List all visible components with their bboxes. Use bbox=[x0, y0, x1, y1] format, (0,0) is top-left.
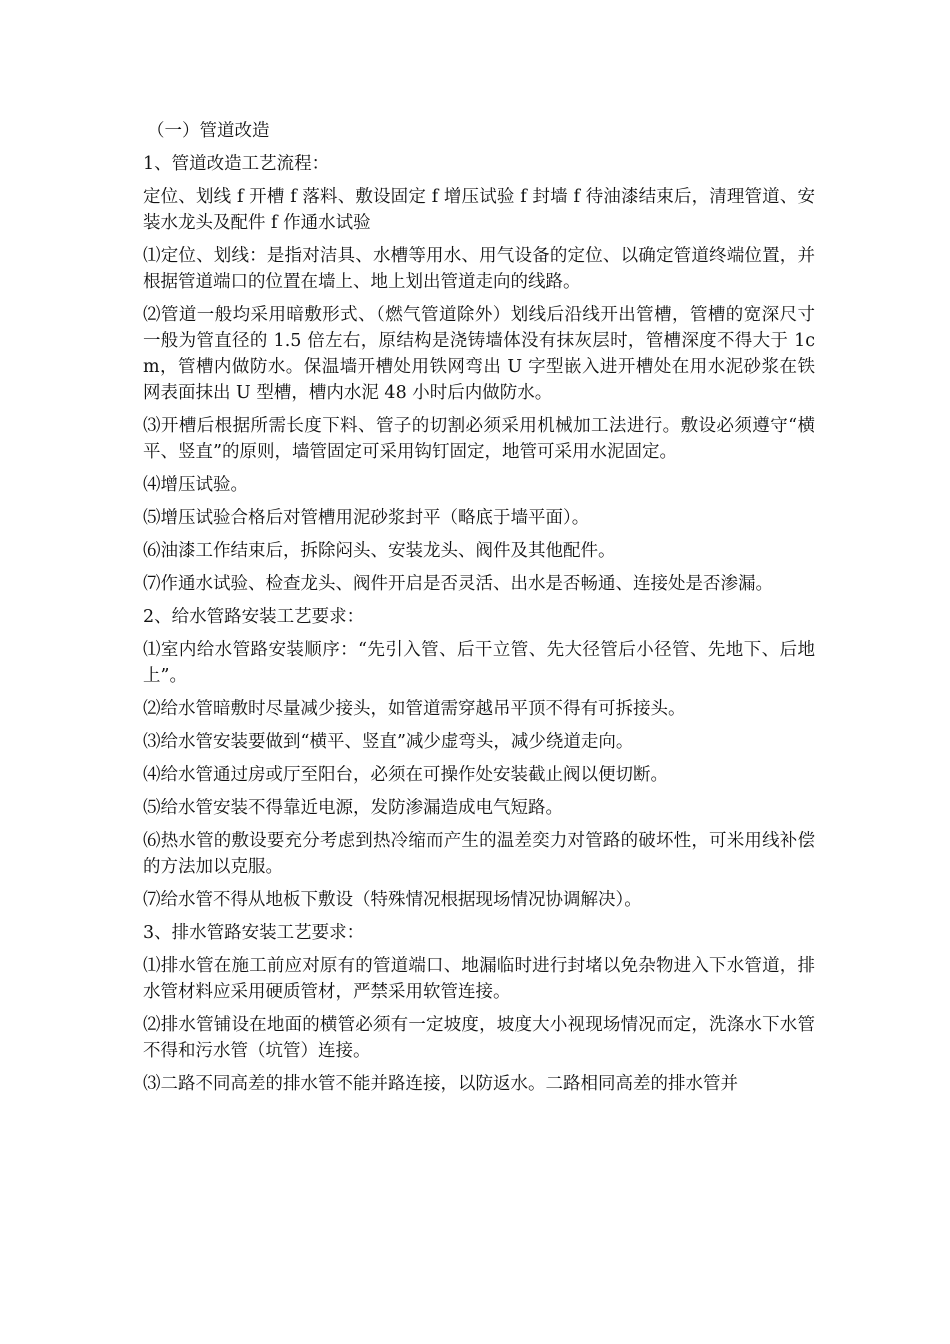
paragraph: ⑹油漆工作结束后，拆除闷头、安装龙头、阀件及其他配件。 bbox=[143, 541, 616, 561]
section-heading: （一）管道改造 bbox=[147, 121, 270, 141]
paragraph: ⑷增压试验。 bbox=[143, 475, 248, 495]
paragraph: 2、给水管路安装工艺要求： bbox=[143, 607, 365, 627]
paragraph: ⑸给水管安装不得靠近电源，发防渗漏造成电气短路。 bbox=[143, 798, 563, 818]
paragraph: ⑶给水管安装要做到“横平、竖直”减少虚弯头，减少绕道走向。 bbox=[143, 732, 634, 752]
paragraph: ⑶开槽后根据所需长度下料、管子的切割必须采用机械加工法进行。敷设必须遵守“横平、竖直”的原则，墙管固定可采用钩钉固定，地管可采用水泥固定。 bbox=[143, 416, 815, 462]
document-body bbox=[143, 118, 815, 1104]
paragraph: ⑵管道一般均采用暗敷形式、（燃气管道除外）划线后沿线开出管槽，管槽的宽深尺寸一般为管直径的 1.5 倍左右，原结构是浇铸墙体没有抹灰层时，管槽深度不得大于 1cm，管槽内做防水。保温墙开槽处用铁网弯出 U 字型嵌入进开槽处在用水泥砂浆在铁网表面抹出 U 型槽，槽内水泥 48 小时后内做防水。 bbox=[143, 305, 815, 403]
paragraph: ⑺作通水试验、检查龙头、阀件开启是否灵活、出水是否畅通、连接处是否渗漏。 bbox=[143, 574, 773, 594]
paragraph: ⑵排水管铺设在地面的横管必须有一定坡度，坡度大小视现场情况而定，洗涤水下水管不得和污水管（坑管）连接。 bbox=[143, 1015, 815, 1061]
paragraph: ⑶二路不同高差的排水管不能并路连接，以防返水。二路相同高差的排水管并 bbox=[143, 1074, 738, 1094]
paragraph: ⑴定位、划线：是指对洁具、水槽等用水、用气设备的定位、以确定管道终端位置，并根据管道端口的位置在墙上、地上划出管道走向的线路。 bbox=[143, 246, 815, 292]
paragraph: ⑴室内给水管路安装顺序：“先引入管、后干立管、先大径管后小径管、先地下、后地上”。 bbox=[143, 640, 815, 686]
paragraph: 定位、划线 f 开槽 f 落料、敷设固定 f 增压试验 f 封墙 f 待油漆结束后，清理管道、安装水龙头及配件 f 作通水试验 bbox=[143, 187, 815, 233]
paragraph: 3、排水管路安装工艺要求： bbox=[143, 923, 365, 943]
paragraph: 1、管道改造工艺流程： bbox=[143, 154, 330, 174]
paragraph: ⑸增压试验合格后对管槽用泥砂浆封平（略底于墙平面）。 bbox=[143, 508, 590, 528]
paragraph: ⑴排水管在施工前应对原有的管道端口、地漏临时进行封堵以免杂物进入下水管道，排水管材料应采用硬质管材，严禁采用软管连接。 bbox=[143, 956, 815, 1002]
paragraph: ⑹热水管的敷设要充分考虑到热冷缩而产生的温差奕力对管路的破坏性，可米用线补偿的方法加以克服。 bbox=[143, 831, 815, 877]
paragraph: ⑺给水管不得从地板下敷设（特殊情况根据现场情况协调解决）。 bbox=[143, 890, 642, 910]
paragraph: ⑷给水管通过房或厅至阳台，必须在可操作处安装截止阀以便切断。 bbox=[143, 765, 668, 785]
paragraph: ⑵给水管暗敷时尽量减少接头，如管道需穿越吊平顶不得有可拆接头。 bbox=[143, 699, 686, 719]
